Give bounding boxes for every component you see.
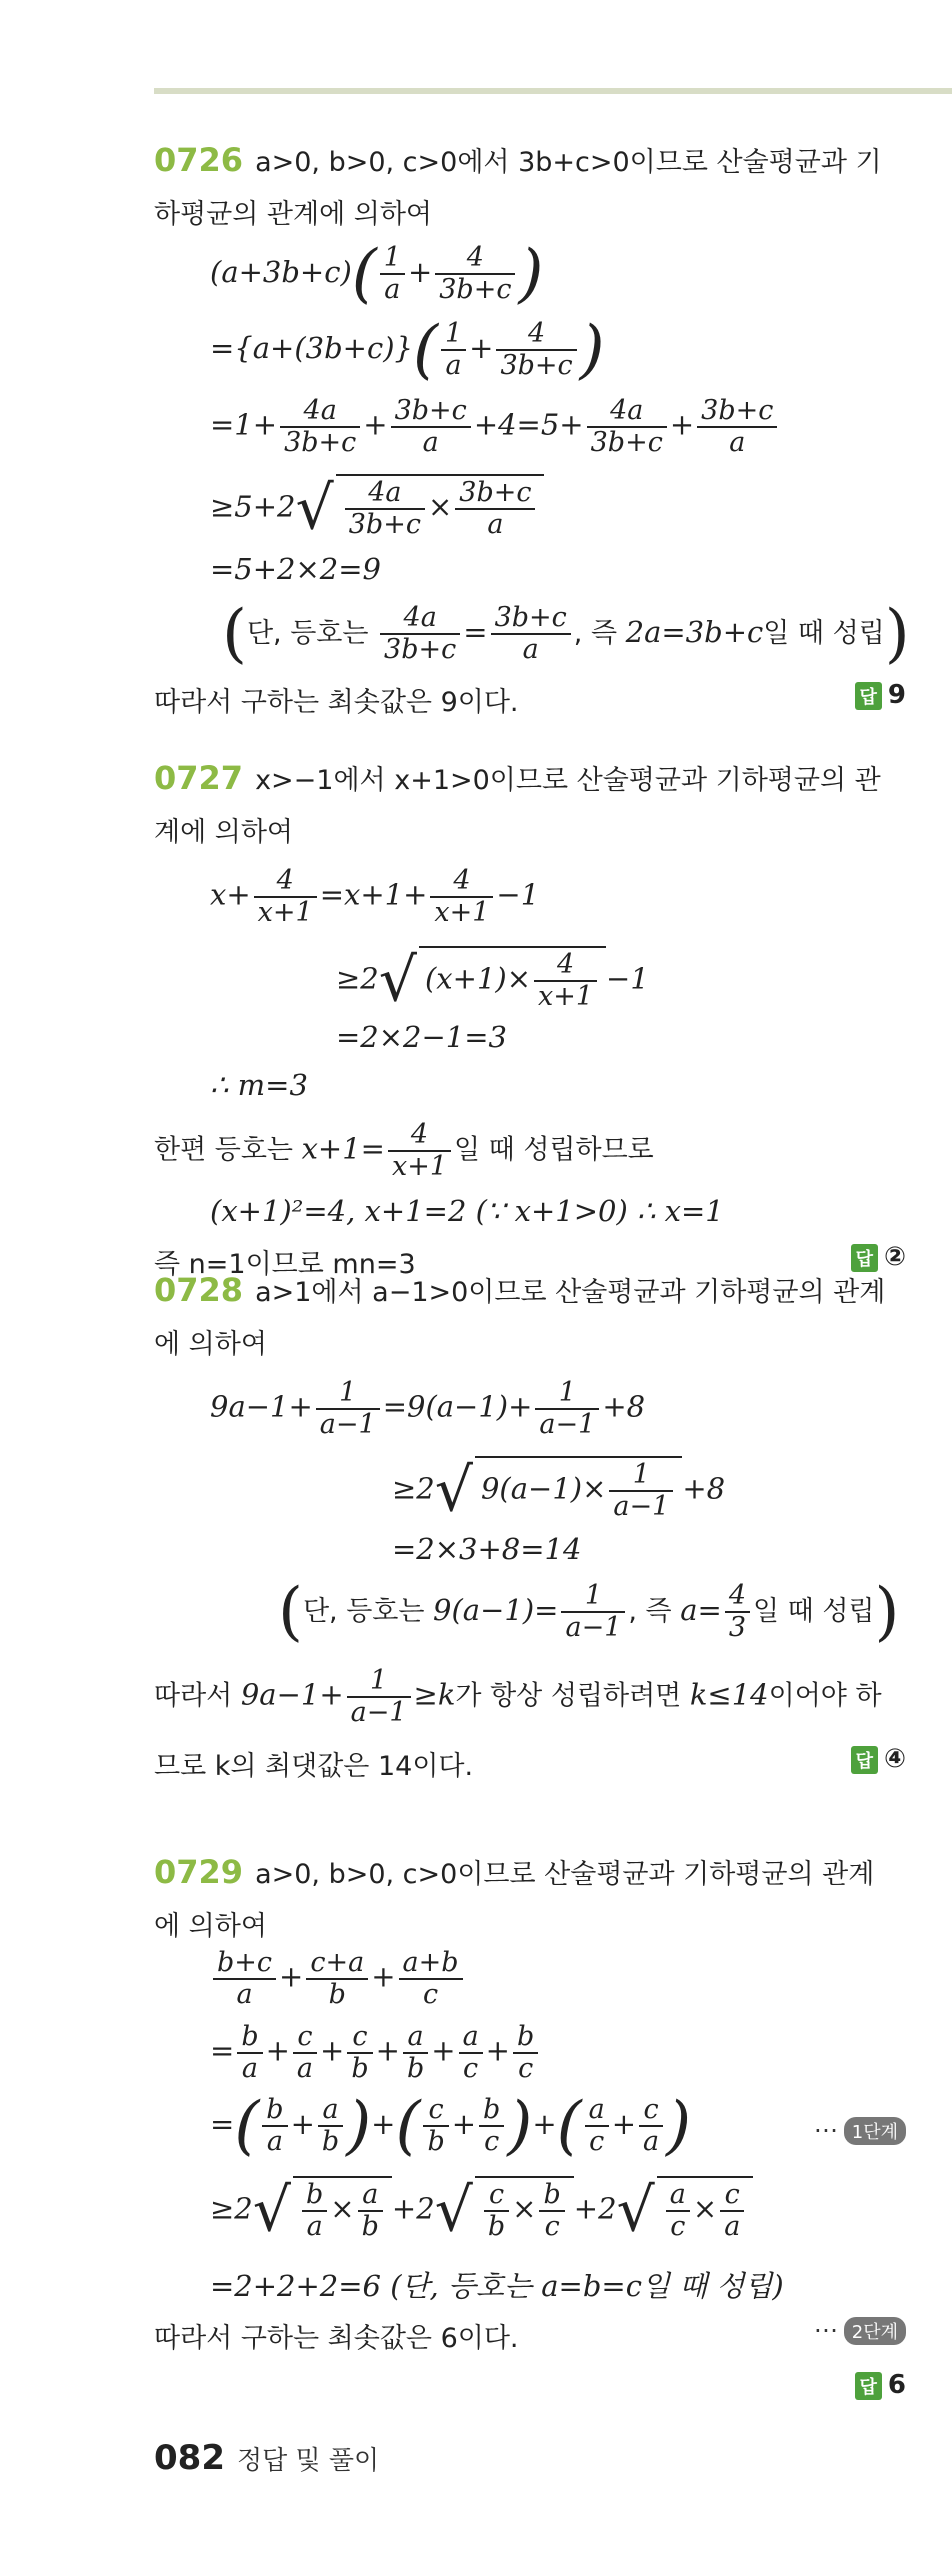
equality-condition: (단, 등호는 9(a−1)= $\frac{1}{a-1}$ , 즉 a= $\frac{4}{3}$ 일 때 성립) bbox=[278, 1575, 900, 1649]
step-1-marker: ⋯ 1단계 bbox=[814, 2116, 906, 2145]
page-footer bbox=[154, 2438, 379, 2478]
answer-badge: 답 bbox=[851, 1244, 878, 1272]
answer-badge: 답 bbox=[851, 1746, 878, 1774]
page-number: 082 bbox=[154, 2438, 225, 2478]
eq-line-2: = $\frac{b}{a}$ + $\frac{c}{a}$ + $\frac{c}{b}$ + $\frac{a}{b}$ + $\frac{a}{c}$ + $\frac{b}{c}$ bbox=[210, 2022, 541, 2083]
eq-line-1: $\frac{b+c}{a}$ + $\frac{c+a}{b}$ + $\frac{a+b}{c}$ bbox=[210, 1948, 466, 2009]
intro-text: a>0, b>0, c>0이므로 산술평균과 기하평균의 관계 bbox=[255, 1859, 875, 1890]
top-rule bbox=[154, 88, 952, 94]
conclusion-1: 따라서 9a−1+ $\frac{1}{a-1}$ ≥k가 항상 성립하려면 k≤14이어야 하 bbox=[154, 1665, 882, 1728]
intro-text-2: 에 의하여 bbox=[154, 1329, 267, 1360]
problem-number: 0727 bbox=[154, 759, 244, 797]
answer-badge: 답 bbox=[855, 682, 882, 710]
eq-line-1: x+ $\frac{4}{x+1}$ =x+1+ $\frac{4}{x+1}$ −1 bbox=[210, 865, 540, 928]
conclusion: 즉 n=1이므로 mn=3 bbox=[154, 1249, 416, 1280]
eq-line-4: ≥5+2√ $\frac{4a}{3b+c}$ × $\frac{3b+c}{a}$ bbox=[210, 474, 544, 539]
conclusion: 따라서 구하는 최솟값은 6이다. bbox=[154, 2323, 519, 2354]
eq-line-3: =( $\frac{b}{a}$ + $\frac{a}{b}$ )+( $\frac{c}{b}$ + $\frac{b}{c}$ )+( $\frac{a}{c}$ + $\frac{c}{a}$ ) bbox=[210, 2089, 692, 2163]
problem-number: 0728 bbox=[154, 1271, 244, 1309]
eq-line-1: (a+3b+c)( $\frac{1}{a}$ + $\frac{4}{3b+c}$ ) bbox=[210, 237, 544, 311]
footer-label: 정답 및 풀이 bbox=[236, 2446, 380, 2476]
intro-text-2: 에 의하여 bbox=[154, 1911, 267, 1942]
intro-text: a>0, b>0, c>0에서 3b+c>0이므로 산술평균과 기 bbox=[255, 147, 882, 178]
eq-line-5: =5+2×2=9 bbox=[210, 552, 381, 586]
answer: 답 ④ bbox=[851, 1744, 906, 1774]
eq-line-2: ≥2√ 9(a−1)× $\frac{1}{a-1}$ +8 bbox=[392, 1455, 726, 1526]
intro-text: a>1에서 a−1>0이므로 산술평균과 기하평균의 관계 bbox=[255, 1277, 886, 1308]
eq-line-2: ≥2√ (x+1)× $\frac{4}{x+1}$ −1 bbox=[336, 945, 649, 1016]
equality-condition: 한편 등호는 x+1= $\frac{4}{x+1}$ 일 때 성립하므로 bbox=[154, 1119, 654, 1182]
eq-line-2: ={a+(3b+c)}( $\frac{1}{a}$ + $\frac{4}{3b+c}$ ) bbox=[210, 313, 605, 387]
answer-badge: 답 bbox=[855, 2372, 882, 2400]
problem-number: 0729 bbox=[154, 1853, 244, 1891]
answer: 답 9 bbox=[855, 680, 906, 710]
conclusion: 따라서 구하는 최솟값은 9이다. bbox=[154, 687, 519, 718]
eq-line-5: =2+2+2=6 (단, 등호는 a=b=c일 때 성립) bbox=[210, 2269, 784, 2303]
eq-line-4: ≥2√ $\frac{b}{a}$ × $\frac{a}{b}$ +2√ $\frac{c}{b}$ × $\frac{b}{c}$ +2√ $\frac{a}{c}$ × $\frac{c}{a}$ bbox=[210, 2176, 753, 2241]
step-2-marker: ⋯ 2단계 bbox=[814, 2316, 906, 2345]
therefore-m: ∴ m=3 bbox=[210, 1068, 308, 1102]
equality-condition: (단, 등호는 $\frac{4a}{3b+c}$ = $\frac{3b+c}{a}$ , 즉 2a=3b+c일 때 성립) bbox=[222, 597, 910, 671]
intro-text: x>−1에서 x+1>0이므로 산술평균과 기하평균의 관 bbox=[255, 765, 881, 796]
eq-line-3: =2×2−1=3 bbox=[336, 1020, 507, 1054]
eq-line-3: =1+ $\frac{4a}{3b+c}$ + $\frac{3b+c}{a}$ +4=5+ $\frac{4a}{3b+c}$ + $\frac{3b+c}{a}$ bbox=[210, 396, 780, 457]
eq-line-3: =2×3+8=14 bbox=[392, 1532, 582, 1566]
intro-text-2: 하평균의 관계에 의하여 bbox=[154, 199, 432, 230]
answer: 답 6 bbox=[855, 2370, 906, 2400]
problem-number: 0726 bbox=[154, 141, 244, 179]
eq-line-1: 9a−1+ $\frac{1}{a-1}$ =9(a−1)+ $\frac{1}{a-1}$ +8 bbox=[210, 1377, 646, 1440]
intro-text-2: 계에 의하여 bbox=[154, 817, 293, 848]
conclusion-2: 므로 k의 최댓값은 14이다. bbox=[154, 1751, 474, 1782]
eq-step: (x+1)²=4, x+1=2 (∵ x+1>0) ∴ x=1 bbox=[210, 1194, 724, 1228]
answer: 답 ② bbox=[851, 1242, 906, 1272]
